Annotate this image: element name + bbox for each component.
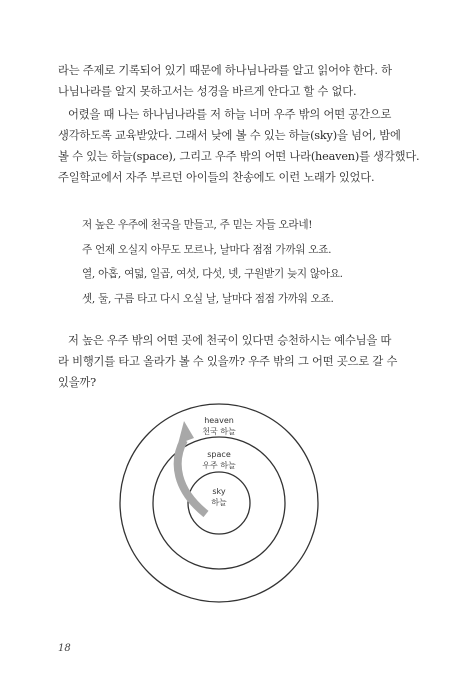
arrow-head-icon [178, 421, 194, 444]
text-line: 볼 수 있는 하늘(space), 그리고 우주 밖의 어떤 나라(heaven)를 생각했다. [58, 150, 420, 163]
text-line: 주일학교에서 자주 부르던 아이들의 찬송에도 이런 노래가 있었다. [58, 171, 375, 184]
text-line: 어렸을 때 나는 하나님나라를 저 하늘 너머 우주 밖의 어떤 공간으로 [68, 108, 392, 121]
paragraph-3 [58, 330, 413, 393]
paragraph-1 [58, 60, 413, 102]
space-label: space [207, 450, 231, 459]
heaven-label: heaven [204, 416, 234, 425]
text-line: 나님나라를 알지 못하고서는 성경을 바르게 안다고 할 수 없다. [58, 85, 357, 98]
hymn-quote [82, 213, 382, 311]
text-line: 저 높은 우주 밖의 어떤 곳에 천국이 있다면 승천하시는 예수님을 따 [68, 334, 392, 347]
hymn-line: 저 높은 우주에 천국을 만들고, 주 믿는 자들 오라네! [82, 219, 313, 231]
sky-label-ko: 하늘 [211, 498, 227, 507]
space-label-ko: 우주 하늘 [202, 461, 236, 470]
text-line: 생각하도록 교육받았다. 그래서 낮에 볼 수 있는 하늘(sky)을 넘어, 밤에 [58, 129, 401, 142]
space-circle [153, 437, 285, 569]
paragraph-2 [58, 104, 420, 188]
hymn-line: 셋, 둘, 구름 타고 다시 오실 날, 날마다 점점 가까워 오죠. [82, 292, 334, 305]
sky-circle [188, 472, 250, 534]
text-line: 라 비행기를 타고 올라가 볼 수 있을까? 우주 밖의 그 어떤 곳으로 갈 수 [58, 355, 398, 368]
text-line: 있을까? [58, 376, 96, 389]
sky-label: sky [212, 487, 226, 496]
ascend-arrow-icon [178, 440, 206, 514]
heaven-label-ko: 천국 하늘 [202, 427, 236, 436]
hymn-line: 열, 아홉, 여덟, 일곱, 여섯, 다섯, 넷, 구원받기 늦지 않아요. [82, 268, 343, 280]
page-number: 18 [58, 643, 71, 654]
heaven-circle [120, 404, 318, 602]
text-line: 라는 주제로 기록되어 있기 때문에 하나님나라를 알고 읽어야 한다. 하 [58, 64, 392, 77]
hymn-line: 주 언제 오실지 아무도 모르나, 날마다 점점 가까워 오죠. [82, 243, 332, 256]
